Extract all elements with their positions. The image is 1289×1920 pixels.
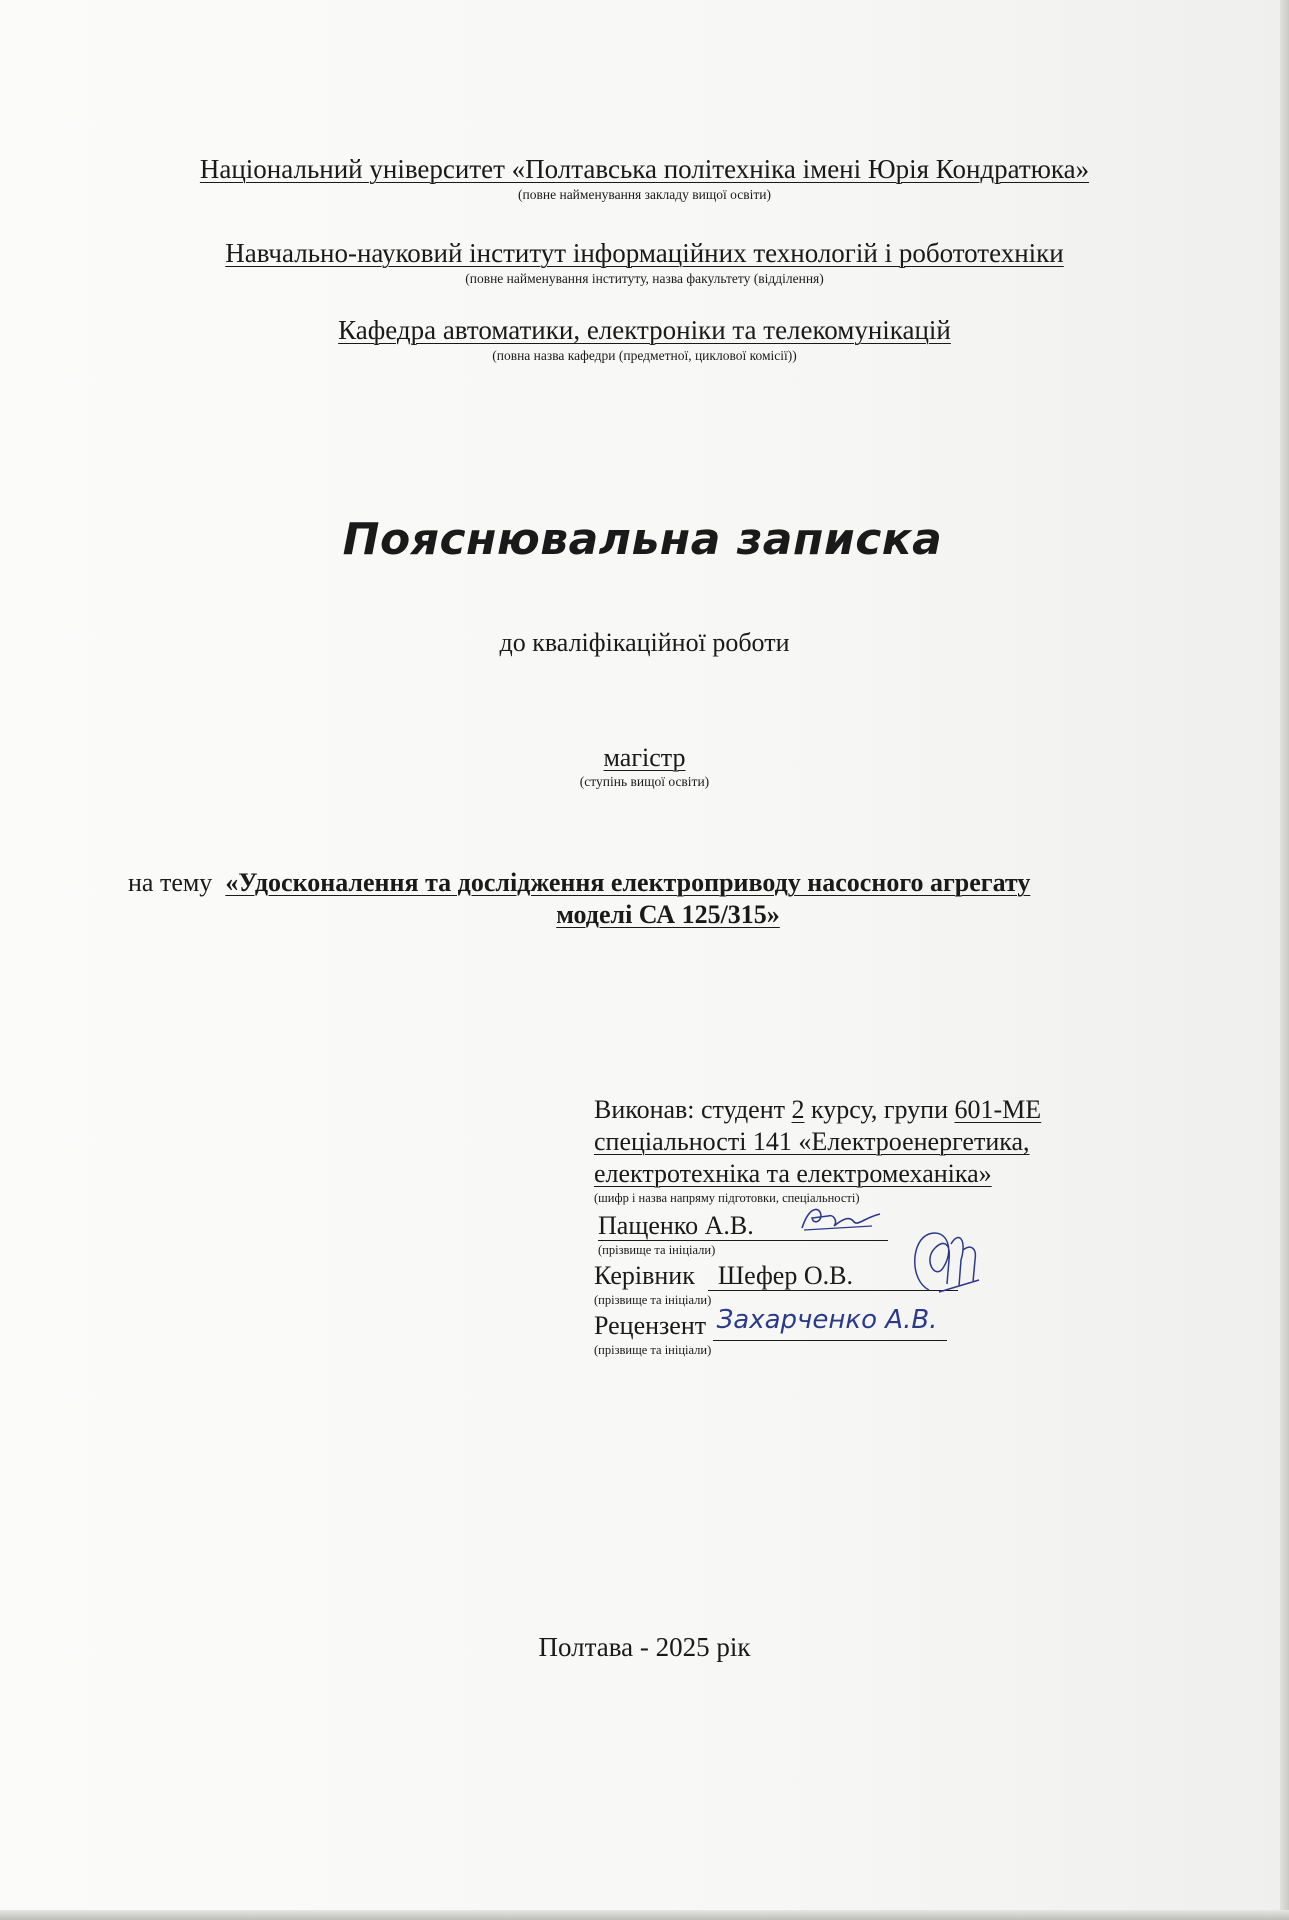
degree: магістр [603,743,686,772]
topic-block [128,868,1188,930]
institution-name: Національний університет «Полтавська політехніка імені Юрія Кондратюка» [199,154,1090,184]
student-note: (прізвище та ініціали) [598,1243,716,1257]
document-subtitle-block [0,628,1289,658]
footer-block [0,1632,1289,1663]
specialty-line-1: спеціальності 141 «Електроенергетика, [594,1127,1030,1156]
reviewer-note: (прізвище та ініціали) [594,1343,712,1357]
supervisor-signature [899,1220,989,1300]
reviewer-name: Захарченко А.В. [716,1305,938,1335]
group-code: 601-МЕ [954,1095,1042,1124]
course-number: 2 [791,1095,805,1124]
department-block [0,315,1289,364]
student-signature [794,1202,884,1236]
student-name: Пащенко А.В. [598,1211,754,1240]
supervisor-note: (прізвище та ініціали) [594,1293,712,1307]
paper-edge-bottom [0,1910,1289,1920]
institute-name: Навчально-науковий інститут інформаційних технологій і робототехніки [225,238,1064,268]
topic-prefix: на тему [128,868,213,897]
degree-block [0,743,1289,790]
department-note: (повна назва кафедри (предметної, циклової комісії)) [492,348,797,363]
institute-block [0,238,1289,287]
topic-line-1: «Удосконалення та дослідження електроприводу насосного агрегату [225,868,1031,897]
specialty-line-2: електротехніка та електромеханіка» [594,1159,992,1188]
supervisor-label: Керівник [594,1261,695,1290]
topic-line-2: моделі СА 125/315» [556,900,780,929]
degree-note: (ступінь вищої освіти) [579,774,710,789]
course-word: курсу, групи [811,1095,949,1124]
performed-by-label: Виконав: студент [594,1095,785,1124]
document-title: Пояснювальна записка [342,514,943,565]
institution-block [0,154,1289,203]
author-block [594,1094,1234,1358]
institution-note: (повне найменування закладу вищої освіти) [518,187,771,202]
supervisor-name: Шефер О.В. [717,1261,853,1290]
institute-note: (повне найменування інституту, назва факультету (відділення) [465,271,824,286]
department-name: Кафедра автоматики, електроніки та телекомунікацій [338,315,951,345]
place-year: Полтава - 2025 рік [538,1632,751,1662]
document-title-block [0,514,1287,565]
reviewer-label: Рецензент [594,1311,707,1340]
document-subtitle: до кваліфікаційної роботи [499,628,790,657]
specialty-note: (шифр і назва напряму підготовки, спеціальності) [594,1191,860,1205]
